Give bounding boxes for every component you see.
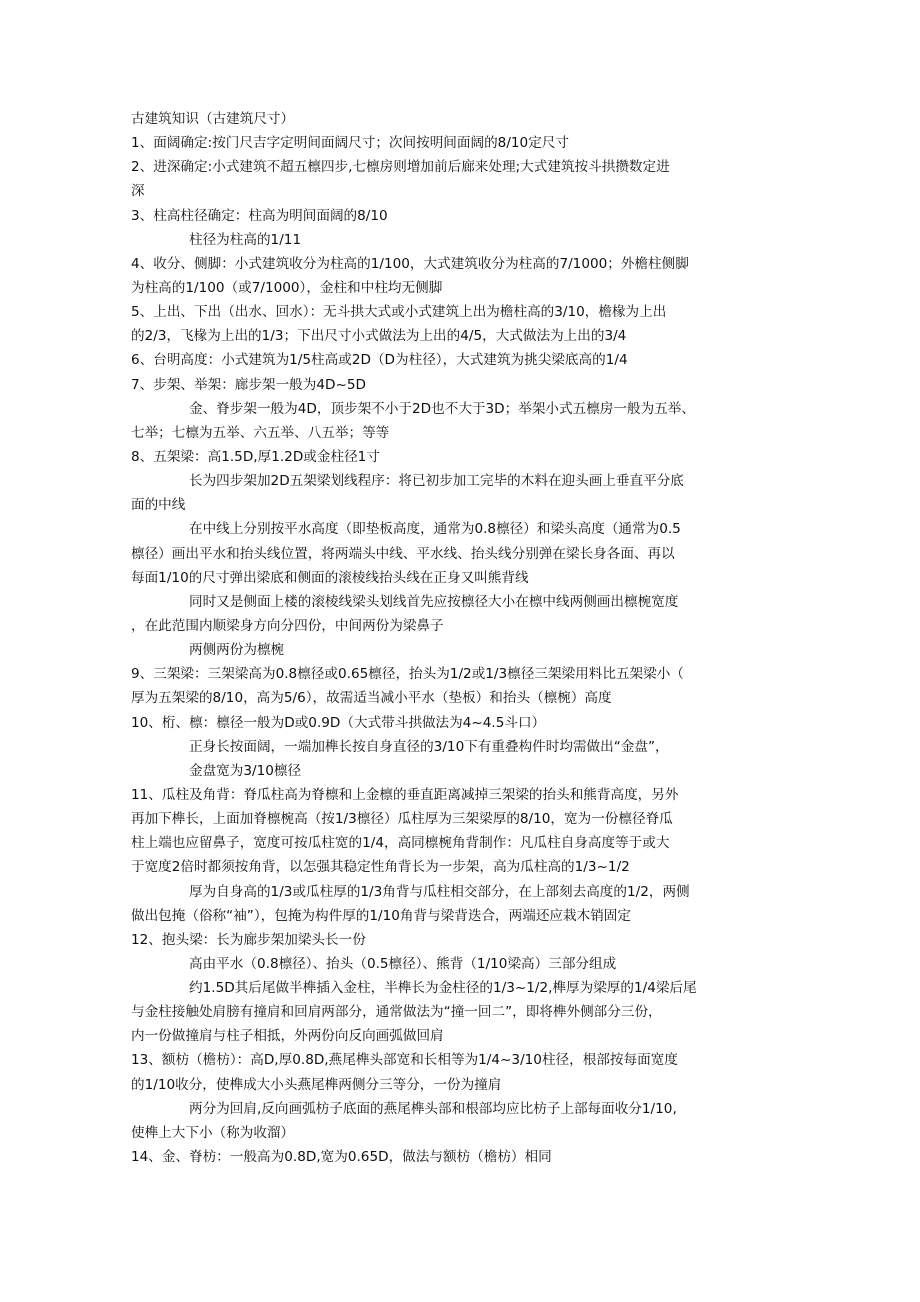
text-line: 7、步架、举架：廊步架一般为4D~5D xyxy=(131,376,366,393)
text-line: 柱上端也应留鼻子，宽度可按瓜柱宽的1/4，高同檩椀角背制作：凡瓜柱自身高度等于或大 xyxy=(131,835,670,852)
text-line: 10、桁、檩：檩径一般为D或0.9D（大式带斗拱做法为4~4.5斗口） xyxy=(131,714,546,731)
text-line: 长为四步架加2D五架梁划线程序：将已初步加工完毕的木料在迎头画上垂直平分底 xyxy=(189,473,684,490)
text-line: 1、面阔确定:按门尺吉字定明间面阔尺寸；次间按明间面阔的8/10定尺寸 xyxy=(131,135,569,152)
text-line: 为柱高的1/100（或7/1000），金柱和中柱均无侧脚 xyxy=(131,279,443,296)
text-line: 正身长按面阔，一端加榫长按自身直径的3/10下有重叠构件时均需做出“金盘”， xyxy=(189,738,669,755)
text-line: 5、上出、下出（出水、回水）：无斗拱大式或小式建筑上出为檐柱高的3/10，檐椽为上出 xyxy=(131,304,667,321)
text-line: 两分为回肩,反向画弧枋子底面的燕尾榫头部和根部均应比枋子上部每面收分1/10, xyxy=(189,1100,677,1117)
text-line: 每面1/10的尺寸弹出梁底和侧面的滚棱线抬头线在正身又叫熊背线 xyxy=(131,569,529,586)
text-line: 3、柱高柱径确定：柱高为明间面阔的8/10 xyxy=(131,207,388,224)
document-body xyxy=(131,107,795,1169)
text-line: 檩径）画出平水和抬头线位置，将两端头中线、平水线、抬头线分别弹在梁长身各面、再以 xyxy=(131,545,675,562)
text-line: 12、抱头梁：长为廊步架加梁头长一份 xyxy=(131,931,366,948)
text-line: 内一份做撞肩与柱子相抵，外两份向反向画弧做回肩 xyxy=(131,1028,444,1045)
text-line: 金盘宽为3/10檩径 xyxy=(189,762,302,779)
text-line: 与金柱接触处肩膀有撞肩和回肩两部分，通常做法为“撞一回二”，即将榫外侧部分三份， xyxy=(131,1004,662,1021)
text-line: 13、额枋（檐枋）：高D,厚0.8D,燕尾榫头部宽和长相等为1/4~3/10柱径，根部按每面宽度 xyxy=(131,1052,678,1069)
text-line: 6、台明高度：小式建筑为1/5柱高或2D（D为柱径），大式建筑为挑尖梁底高的1/4 xyxy=(131,352,628,369)
text-line: 的2/3，飞椽为上出的1/3；下出尺寸小式做法为上出的4/5，大式做法为上出的3/4 xyxy=(131,328,627,345)
text-line: 厚为自身高的1/3或瓜柱厚的1/3角背与瓜柱相交部分，在上部刻去高度的1/2，两侧 xyxy=(189,883,690,900)
text-line: 金、脊步架一般为4D，顶步架不小于2D也不大于3D；举架小式五檩房一般为五举、 xyxy=(189,400,695,417)
text-line: 2、进深确定:小式建筑不超五檩四步,七檩房则增加前后廊来处理;大式建筑按斗拱攒数定进 xyxy=(131,159,670,176)
text-line: 面的中线 xyxy=(131,497,186,514)
text-line: 11、瓜柱及角背：脊瓜柱高为脊檩和上金檩的垂直距离减掉三架梁的抬头和熊背高度，另外 xyxy=(131,786,679,803)
text-line: 高由平水（0.8檩径）、抬头（0.5檩径）、熊背（1/10梁高）三部分组成 xyxy=(189,955,617,972)
text-line: 七举；七檩为五举、六五举、八五举；等等 xyxy=(131,424,390,441)
text-line: 深 xyxy=(131,183,145,200)
text-line: 柱径为柱高的1/11 xyxy=(189,231,302,248)
text-line: 再加下榫长，上面加脊檩椀高（按1/3檩径）瓜柱厚为三架梁厚的8/10，宽为一份檩径脊瓜 xyxy=(131,811,673,828)
text-line: 使榫上大下小（称为收溜） xyxy=(131,1124,295,1141)
text-line: 9、三架梁：三架梁高为0.8檩径或0.65檩径，抬头为1/2或1/3檩径三架梁用料比五架梁小（ xyxy=(131,666,684,683)
document-title: 古建筑知识（古建筑尺寸） xyxy=(131,111,295,127)
text-line: 约1.5D其后尾做半榫插入金柱，半榫长为金柱径的1/3~1/2,榫厚为梁厚的1/4梁后尾 xyxy=(189,980,697,997)
text-line: 14、金、脊枋：一般高为0.8D,宽为0.65D，做法与额枋（檐枋）相同 xyxy=(131,1149,552,1166)
text-line: 在中线上分别按平水高度（即垫板高度，通常为0.8檩径）和梁头高度（通常为0.5 xyxy=(189,521,681,538)
text-line: 的1/10收分，使榫成大小头燕尾榫两侧分三等分，一份为撞肩 xyxy=(131,1076,502,1093)
text-line: 两侧两份为檩椀 xyxy=(189,642,285,659)
text-line: 8、五架梁：高1.5D,厚1.2D或金柱径1寸 xyxy=(131,448,380,465)
text-line: 做出包掩（俗称“袖”），包掩为构件厚的1/10角背与梁背迭合，两端还应栽木销固定 xyxy=(131,907,631,924)
text-line: 4、收分、侧脚：小式建筑收分为柱高的1/100，大式建筑收分为柱高的7/1000；外檐柱侧脚 xyxy=(131,255,689,272)
text-line: ，在此范围内顺梁身方向分四份，中间两份为梁鼻子 xyxy=(131,617,444,634)
text-line: 厚为五架梁的8/10，高为5/6），故需适当减小平水（垫板）和抬头（檩椀）高度 xyxy=(131,690,612,707)
text-line: 于宽度2倍时都须按角背，以怎强其稳定性角背长为一步架，高为瓜柱高的1/3~1/2 xyxy=(131,859,630,876)
text-line: 同时又是侧面上楼的滚棱线梁头划线首先应按檩径大小在檩中线两侧画出檩椀宽度 xyxy=(189,593,679,610)
